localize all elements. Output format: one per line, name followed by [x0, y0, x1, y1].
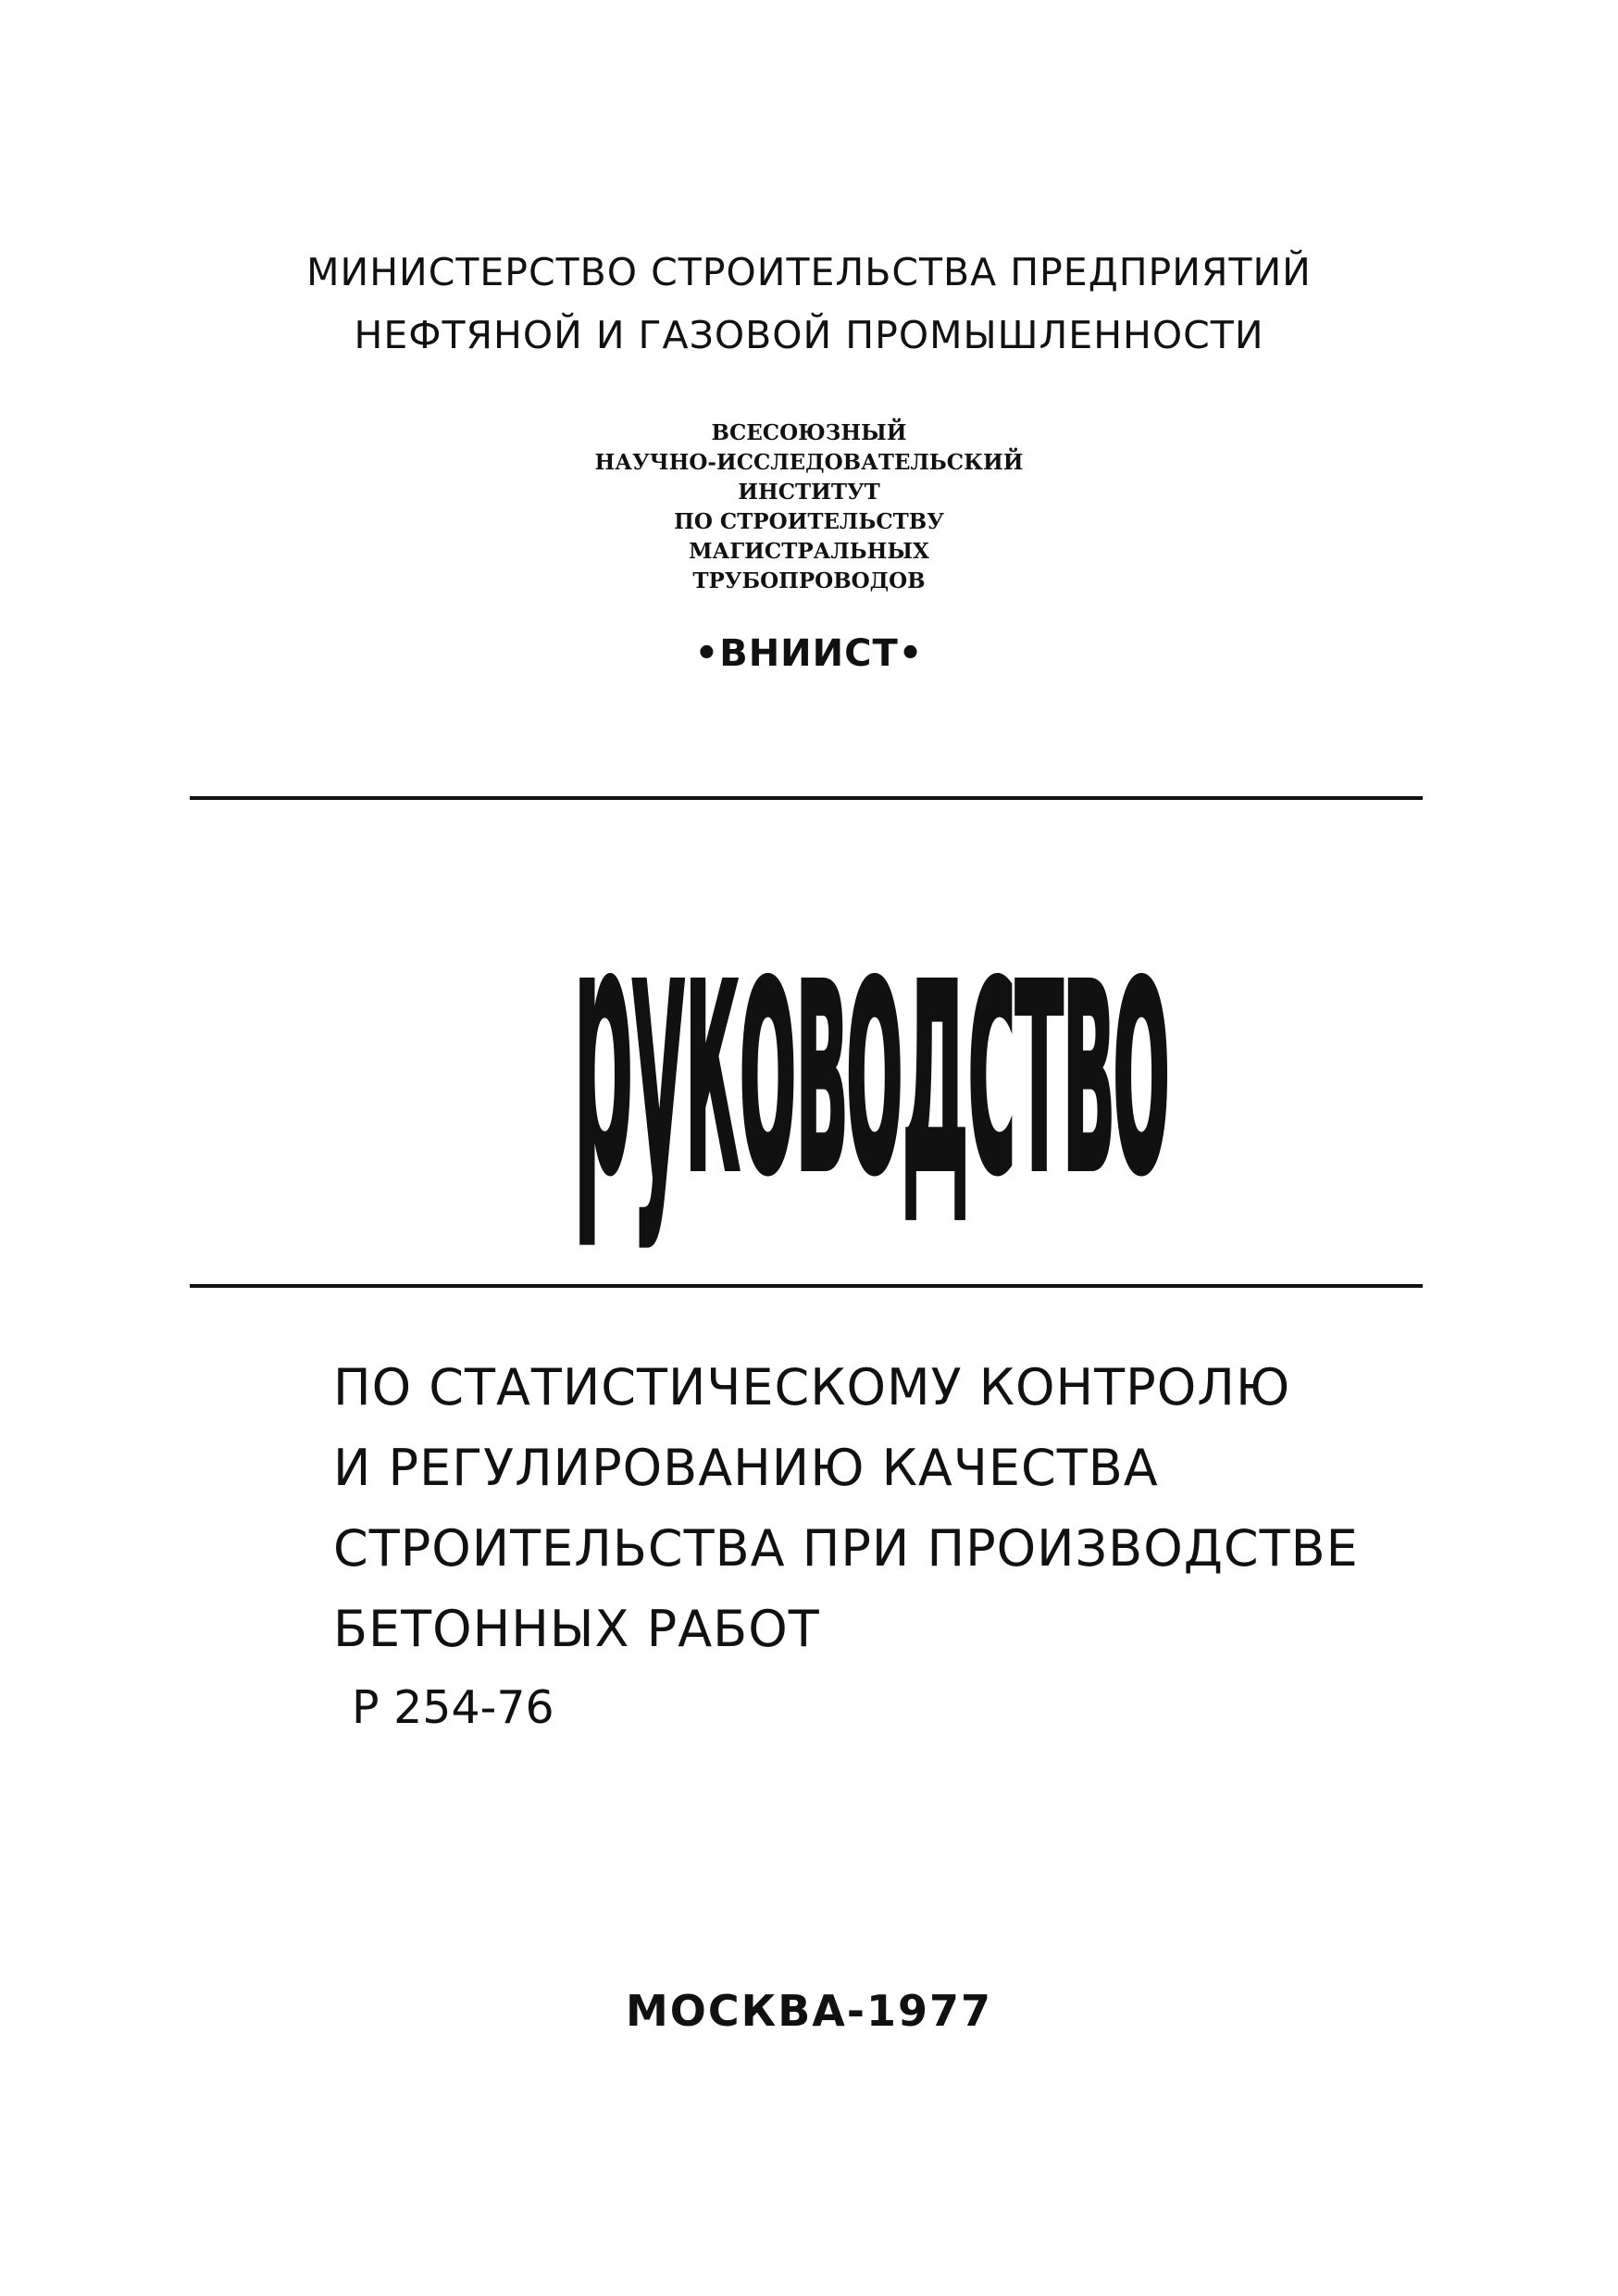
- document-title: руководство: [572, 845, 1168, 1256]
- bottom-divider: [190, 1284, 1423, 1288]
- subtitle-line: СТРОИТЕЛЬСТВА ПРИ ПРОИЗВОДСТВЕ: [333, 1519, 1359, 1578]
- institute-line: ТРУБОПРОВОДОВ: [692, 568, 926, 593]
- ministry-line-2: НЕФТЯНОЙ И ГАЗОВОЙ ПРОМЫШЛЕННОСТИ: [354, 313, 1264, 357]
- document-code: Р 254-76: [352, 1681, 554, 1734]
- ministry-heading: [0, 241, 1618, 367]
- institute-line: ИНСТИТУТ: [738, 480, 880, 505]
- ministry-line-1: МИНИСТЕРСТВО СТРОИТЕЛЬСТВА ПРЕДПРИЯТИЙ: [306, 250, 1312, 294]
- institute-line: ВСЕСОЮЗНЫЙ: [711, 420, 907, 445]
- subtitle-line: БЕТОННЫХ РАБОТ: [333, 1600, 820, 1658]
- institute-line: МАГИСТРАЛЬНЫХ: [689, 539, 929, 564]
- institute-line: НАУЧНО-ИССЛЕДОВАТЕЛЬСКИЙ: [594, 450, 1024, 475]
- document-subtitle: [333, 1347, 1490, 1669]
- subtitle-line: ПО СТАТИСТИЧЕСКОМУ КОНТРОЛЮ: [333, 1358, 1291, 1416]
- city-year: МОСКВА-1977: [625, 1986, 993, 2036]
- institute-line: ПО СТРОИТЕЛЬСТВУ: [674, 509, 944, 534]
- institute-abbreviation: •ВНИИСТ•: [694, 632, 924, 675]
- subtitle-line: И РЕГУЛИРОВАНИЮ КАЧЕСТВА: [333, 1439, 1159, 1497]
